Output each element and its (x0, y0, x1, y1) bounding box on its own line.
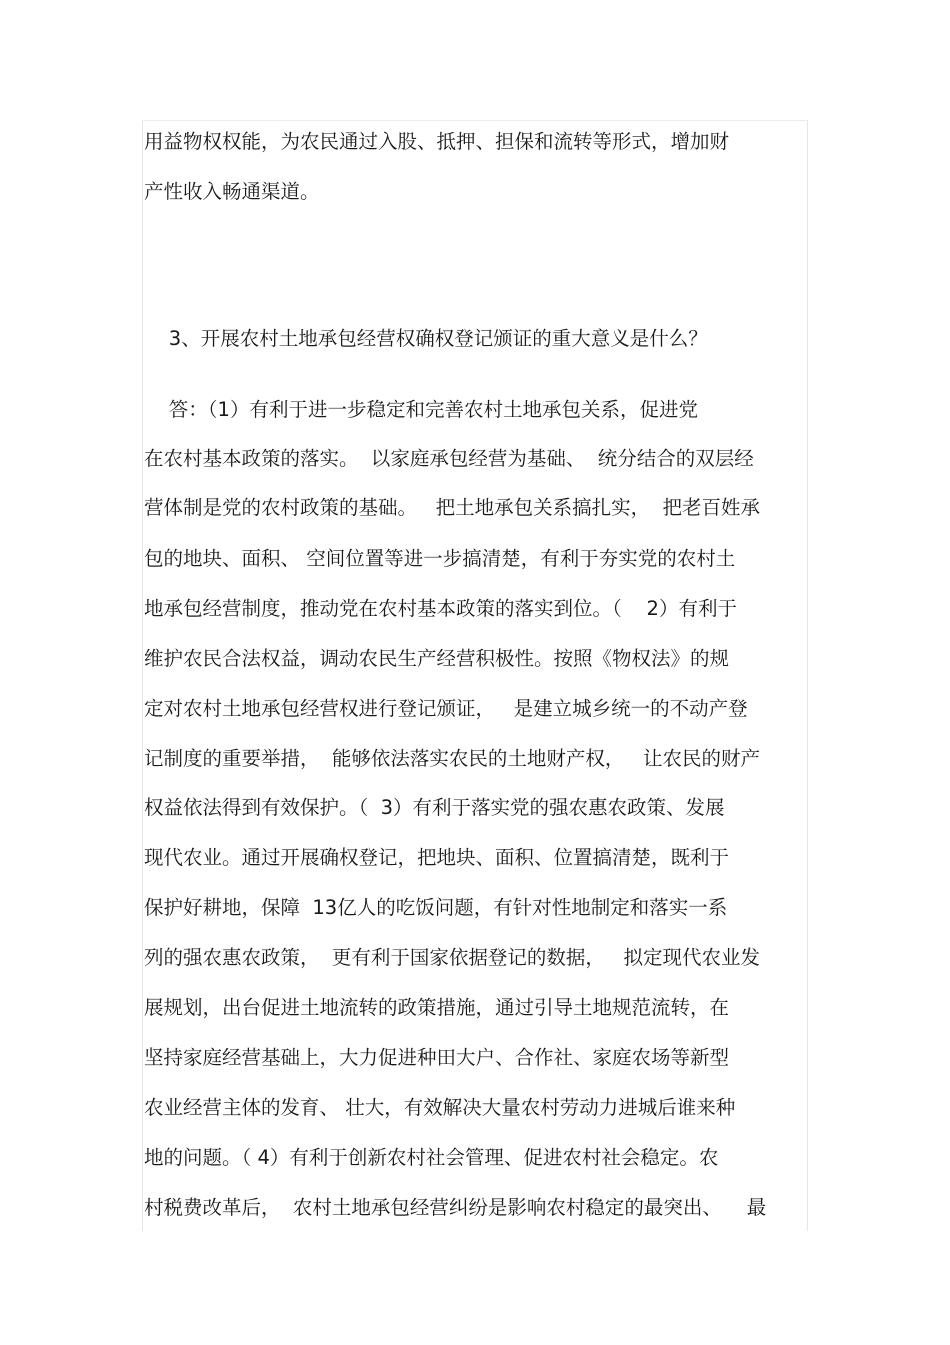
text-line: 产性收入畅通渠道。 (144, 180, 320, 203)
text-line: 营体制是党的农村政策的基础。 把土地承包关系搞扎实， 把老百姓承 (144, 496, 760, 519)
text-line: 农业经营主体的发育、 壮大，有效解决大量农村劳动力进城后谁来种 (144, 1096, 736, 1119)
text-line: 包的地块、面积、 空间位置等进一步搞清楚，有利于夯实党的农村土 (144, 547, 736, 570)
text-line: 在农村基本政策的落实。 以家庭承包经营为基础、 统分结合的双层经 (144, 447, 754, 470)
text-line: 地承包经营制度，推动党在农村基本政策的落实到位。（ 2）有利于 (144, 597, 737, 620)
text-line: 列的强农惠农政策， 更有利于国家依据登记的数据， 拟定现代农业发 (144, 946, 760, 969)
text-line: 记制度的重要举措， 能够依法落实农民的土地财产权， 让农民的财产 (144, 747, 760, 770)
text-line: 现代农业。通过开展确权登记，把地块、面积、位置搞清楚，既利于 (144, 846, 730, 869)
text-line: 坚持家庭经营基础上，大力促进种田大户、合作社、家庭农场等新型 (144, 1046, 730, 1069)
text-line: 保护好耕地，保障 13亿人的吃饭问题，有针对性地制定和落实一系 (144, 896, 728, 919)
text-line: 权益依法得到有效保护。（ 3）有利于落实党的强农惠农政策、发展 (144, 796, 725, 819)
text-line: 答：（1）有利于进一步稳定和完善农村土地承包关系，促进党 (144, 398, 698, 421)
text-line: 展规划，出台促进土地流转的政策措施，通过引导土地规范流转，在 (144, 996, 730, 1019)
question-heading: 3、开展农村土地承包经营权确权登记颁证的重大意义是什么？ (144, 327, 708, 350)
text-line: 村税费改革后， 农村土地承包经营纠纷是影响农村稳定的最突出、 最 (144, 1196, 767, 1219)
text-line: 维护农民合法权益，调动农民生产经营积极性。按照《物权法》的规 (144, 647, 730, 670)
text-line: 用益物权权能，为农民通过入股、抵押、担保和流转等形式，增加财 (144, 130, 730, 153)
text-line: 定对农村土地承包经营权进行登记颁证， 是建立城乡统一的不动产登 (144, 697, 748, 720)
text-line: 地的问题。（ 4）有利于创新农村社会管理、促进农村社会稳定。农 (144, 1146, 719, 1169)
